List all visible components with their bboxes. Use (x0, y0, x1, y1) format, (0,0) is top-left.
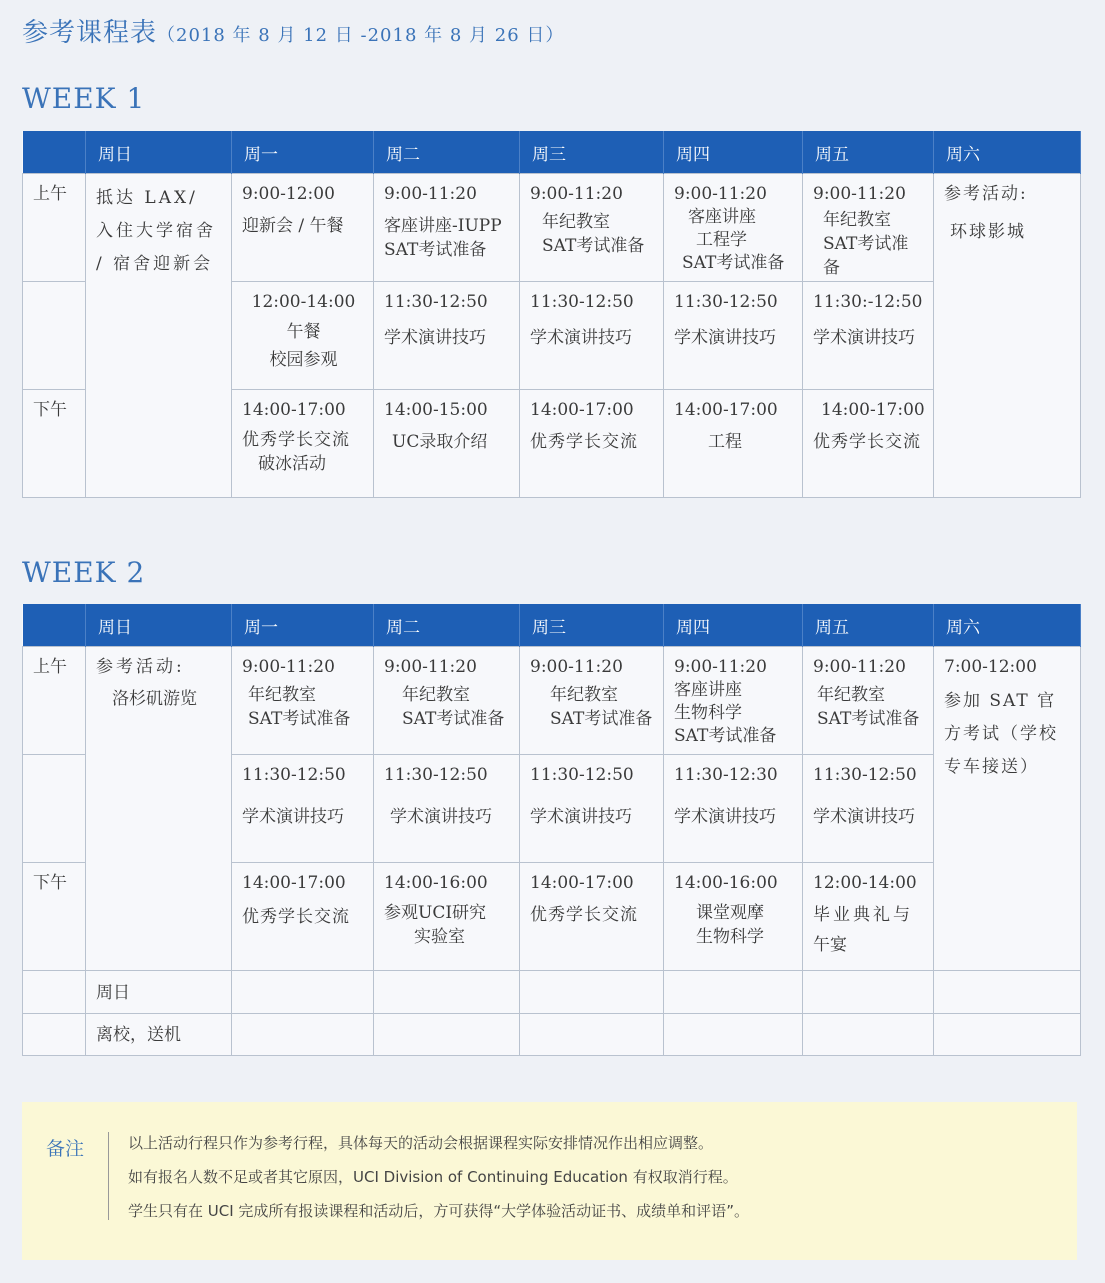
blank-cell (664, 1014, 803, 1056)
afternoon-label: 下午 (23, 390, 86, 498)
activity: 年纪教室 (550, 685, 618, 705)
blank-cell (520, 971, 664, 1014)
week2-wed-midday (520, 755, 664, 863)
week2-wed-morning (520, 647, 664, 755)
activity: 年纪教室 (542, 212, 610, 232)
activity: 学术演讲技巧 (674, 807, 776, 827)
week1-saturday-cell (934, 174, 1081, 498)
week1-mon-afternoon (232, 390, 374, 498)
activity: 学术演讲技巧 (813, 807, 915, 827)
header-blank (23, 604, 86, 647)
blank-cell (374, 971, 520, 1014)
time: 14:00-16:00 (384, 873, 488, 893)
activity: 客座讲座-IUPP (384, 216, 502, 236)
activity: 午宴 (813, 935, 847, 955)
note-line: 学生只有在 UCI 完成所有报读课程和活动后，方可获得“大学体验活动证书、成绩单和评语”。 (128, 1202, 749, 1220)
activity: 参加 SAT 官方考试（学校专车接送） (944, 691, 1058, 777)
header-sun: 周日 (86, 131, 232, 174)
activity: 环球影城 (950, 222, 1026, 242)
notes-divider (108, 1132, 109, 1220)
note-line: 以上活动行程只作为参考行程，具体每天的活动会根据课程实际安排情况作出相应调整。 (128, 1134, 714, 1152)
activity: 年纪教室 (823, 210, 891, 230)
time: 9:00-11:20 (530, 184, 623, 204)
week1-mon-morning (232, 174, 374, 282)
week1-wed-afternoon (520, 390, 664, 498)
activity: 年纪教室 (248, 685, 316, 705)
time: 9:00-11:20 (530, 657, 623, 677)
header-wed: 周三 (520, 131, 664, 174)
header-sat: 周六 (934, 604, 1081, 647)
header-mon: 周一 (232, 131, 374, 174)
activity: 优秀学长交流 (242, 430, 350, 450)
activity: 学术演讲技巧 (813, 328, 915, 348)
time: 11:30-12:50 (384, 765, 488, 785)
midday-label (23, 755, 86, 863)
activity: 优秀学长交流 (242, 907, 350, 927)
time: 14:00-17:00 (821, 400, 925, 420)
midday-label (23, 282, 86, 390)
week2-thu-afternoon (664, 863, 803, 971)
week2-morning-row (23, 647, 1081, 755)
activity: SAT考试准备 (384, 240, 487, 260)
activity: 优秀学长交流 (530, 905, 638, 925)
activity: 参观UCI研究 (384, 903, 487, 923)
header-fri: 周五 (803, 131, 934, 174)
week1-thu-midday (664, 282, 803, 390)
week2-header-row (23, 604, 1081, 647)
blank-cell (23, 971, 86, 1014)
week1-table (22, 131, 1081, 498)
blank-cell (232, 971, 374, 1014)
title-text: 参考课程表 (22, 18, 158, 48)
notes-lines (128, 1132, 749, 1234)
header-thu: 周四 (664, 604, 803, 647)
final-day-label: 周日 (86, 971, 232, 1014)
time: 11:30-12:50 (384, 292, 488, 312)
time: 9:00-11:20 (674, 657, 767, 677)
time: 12:00-14:00 (813, 873, 917, 893)
activity: 学术演讲技巧 (530, 328, 632, 348)
time: 11:30-12:50 (530, 292, 634, 312)
week2-thu-morning (664, 647, 803, 755)
week2-heading: WEEK 2 (22, 556, 146, 589)
blank-cell (23, 1014, 86, 1056)
activity: SAT考试准备 (817, 709, 920, 729)
week2-final-day-row (23, 971, 1081, 1014)
activity: 生物科学 (696, 927, 764, 947)
blank-cell (934, 1014, 1081, 1056)
activity: 年纪教室 (402, 685, 470, 705)
week2-wed-afternoon (520, 863, 664, 971)
date-range: （2018 年 8 月 12 日 -2018 年 8 月 26 日） (157, 25, 565, 46)
time: 12:00-14:00 (251, 292, 356, 312)
week2-tue-midday (374, 755, 520, 863)
activity: SAT考试准备 (402, 709, 505, 729)
activity: SAT考试准备 (682, 253, 785, 273)
time: 9:00-12:00 (242, 184, 335, 204)
header-wed: 周三 (520, 604, 664, 647)
week2-departure-row (23, 1014, 1081, 1056)
week1-fri-afternoon (803, 390, 934, 498)
blank-cell (803, 971, 934, 1014)
activity: 校园参观 (269, 350, 338, 370)
week1-thu-afternoon (664, 390, 803, 498)
activity: 工程 (708, 432, 742, 452)
week1-morning-row (23, 174, 1081, 282)
time: 9:00-11:20 (242, 657, 335, 677)
activity: 洛杉矶游览 (112, 689, 197, 709)
activity: SAT考试准备 (550, 709, 653, 729)
activity: 参考活动: (96, 657, 185, 677)
activity: 年纪教室 (817, 685, 885, 705)
activity: 客座讲座 (674, 680, 742, 700)
week1-thu-morning (664, 174, 803, 282)
time: 11:30-12:30 (674, 765, 778, 785)
week2-fri-midday (803, 755, 934, 863)
week2-mon-morning (232, 647, 374, 755)
activity: 学术演讲技巧 (390, 807, 492, 827)
blank-cell (664, 971, 803, 1014)
header-sat: 周六 (934, 131, 1081, 174)
activity: SAT考试准备 (248, 709, 351, 729)
time: 11:30-12:50 (813, 765, 917, 785)
notes-box (22, 1102, 1077, 1260)
week1-tue-midday (374, 282, 520, 390)
page-title (22, 12, 564, 49)
week2-fri-afternoon (803, 863, 934, 971)
header-fri: 周五 (803, 604, 934, 647)
header-mon: 周一 (232, 604, 374, 647)
time: 14:00-17:00 (530, 873, 634, 893)
time: 14:00-15:00 (384, 400, 488, 420)
week2-mon-midday (232, 755, 374, 863)
week1-header-row (23, 131, 1081, 174)
header-tue: 周二 (374, 131, 520, 174)
header-blank (23, 131, 86, 174)
afternoon-label: 下午 (23, 863, 86, 971)
time: 11:30-12:50 (674, 292, 778, 312)
blank-cell (934, 971, 1081, 1014)
activity: 毕业典礼与 (813, 905, 913, 925)
activity: 学术演讲技巧 (530, 807, 632, 827)
activity: 学术演讲技巧 (384, 328, 486, 348)
week2-tue-morning (374, 647, 520, 755)
activity: 学术演讲技巧 (242, 807, 344, 827)
week2-thu-midday (664, 755, 803, 863)
time: 11:30:-12:50 (813, 292, 923, 312)
time: 14:00-17:00 (674, 400, 778, 420)
blank-cell (803, 1014, 934, 1056)
activity: SAT考试准备 (674, 726, 777, 746)
week1-fri-midday (803, 282, 934, 390)
activity: SAT考试准备 (542, 236, 645, 256)
week2-tue-afternoon (374, 863, 520, 971)
activity: 参考活动: (944, 184, 1028, 204)
activity: SAT考试准备 (823, 234, 909, 278)
activity: 迎新会 / 午餐 (242, 216, 344, 236)
time: 11:30-12:50 (530, 765, 634, 785)
week2-saturday-cell (934, 647, 1081, 971)
time: 14:00-17:00 (242, 873, 346, 893)
time: 14:00-17:00 (242, 400, 346, 420)
final-activity: 离校，送机 (86, 1014, 232, 1056)
week1-wed-midday (520, 282, 664, 390)
activity: 破冰活动 (258, 454, 326, 474)
activity: 优秀学长交流 (813, 432, 921, 452)
activity: 午餐 (286, 322, 321, 342)
morning-label: 上午 (23, 174, 86, 282)
week1-sunday-cell: 抵达 LAX/ 入住大学宿舍 / 宿舍迎新会 (86, 174, 232, 498)
time: 14:00-17:00 (530, 400, 634, 420)
week2-mon-afternoon (232, 863, 374, 971)
activity: 课堂观摩 (696, 903, 764, 923)
week1-wed-morning (520, 174, 664, 282)
notes-label: 备注 (46, 1138, 85, 1160)
blank-cell (232, 1014, 374, 1056)
morning-label: 上午 (23, 647, 86, 755)
header-thu: 周四 (664, 131, 803, 174)
time: 7:00-12:00 (944, 657, 1037, 677)
week1-mon-midday (232, 282, 374, 390)
activity: 学术演讲技巧 (674, 328, 776, 348)
blank-cell (374, 1014, 520, 1056)
week2-fri-morning (803, 647, 934, 755)
time: 9:00-11:20 (384, 184, 477, 204)
activity: 工程学 (696, 230, 747, 250)
week1-tue-afternoon (374, 390, 520, 498)
header-sun: 周日 (86, 604, 232, 647)
week2-sunday-cell (86, 647, 232, 971)
time: 14:00-16:00 (674, 873, 778, 893)
header-tue: 周二 (374, 604, 520, 647)
note-line: 如有报名人数不足或者其它原因，UCI Division of Continuing Education 有权取消行程。 (128, 1168, 738, 1186)
time: 11:30-12:50 (242, 765, 346, 785)
week2-table (22, 604, 1081, 1056)
week1-tue-morning (374, 174, 520, 282)
blank-cell (520, 1014, 664, 1056)
week1-fri-morning (803, 174, 934, 282)
activity: 生物科学 (674, 703, 742, 723)
time: 9:00-11:20 (813, 657, 906, 677)
time: 9:00-11:20 (384, 657, 477, 677)
week1-heading: WEEK 1 (22, 82, 146, 115)
time: 9:00-11:20 (813, 184, 906, 204)
activity: 实验室 (414, 927, 465, 947)
activity: UC录取介绍 (392, 432, 488, 452)
activity: 优秀学长交流 (530, 432, 638, 452)
time: 9:00-11:20 (674, 184, 767, 204)
activity: 客座讲座 (688, 207, 756, 227)
